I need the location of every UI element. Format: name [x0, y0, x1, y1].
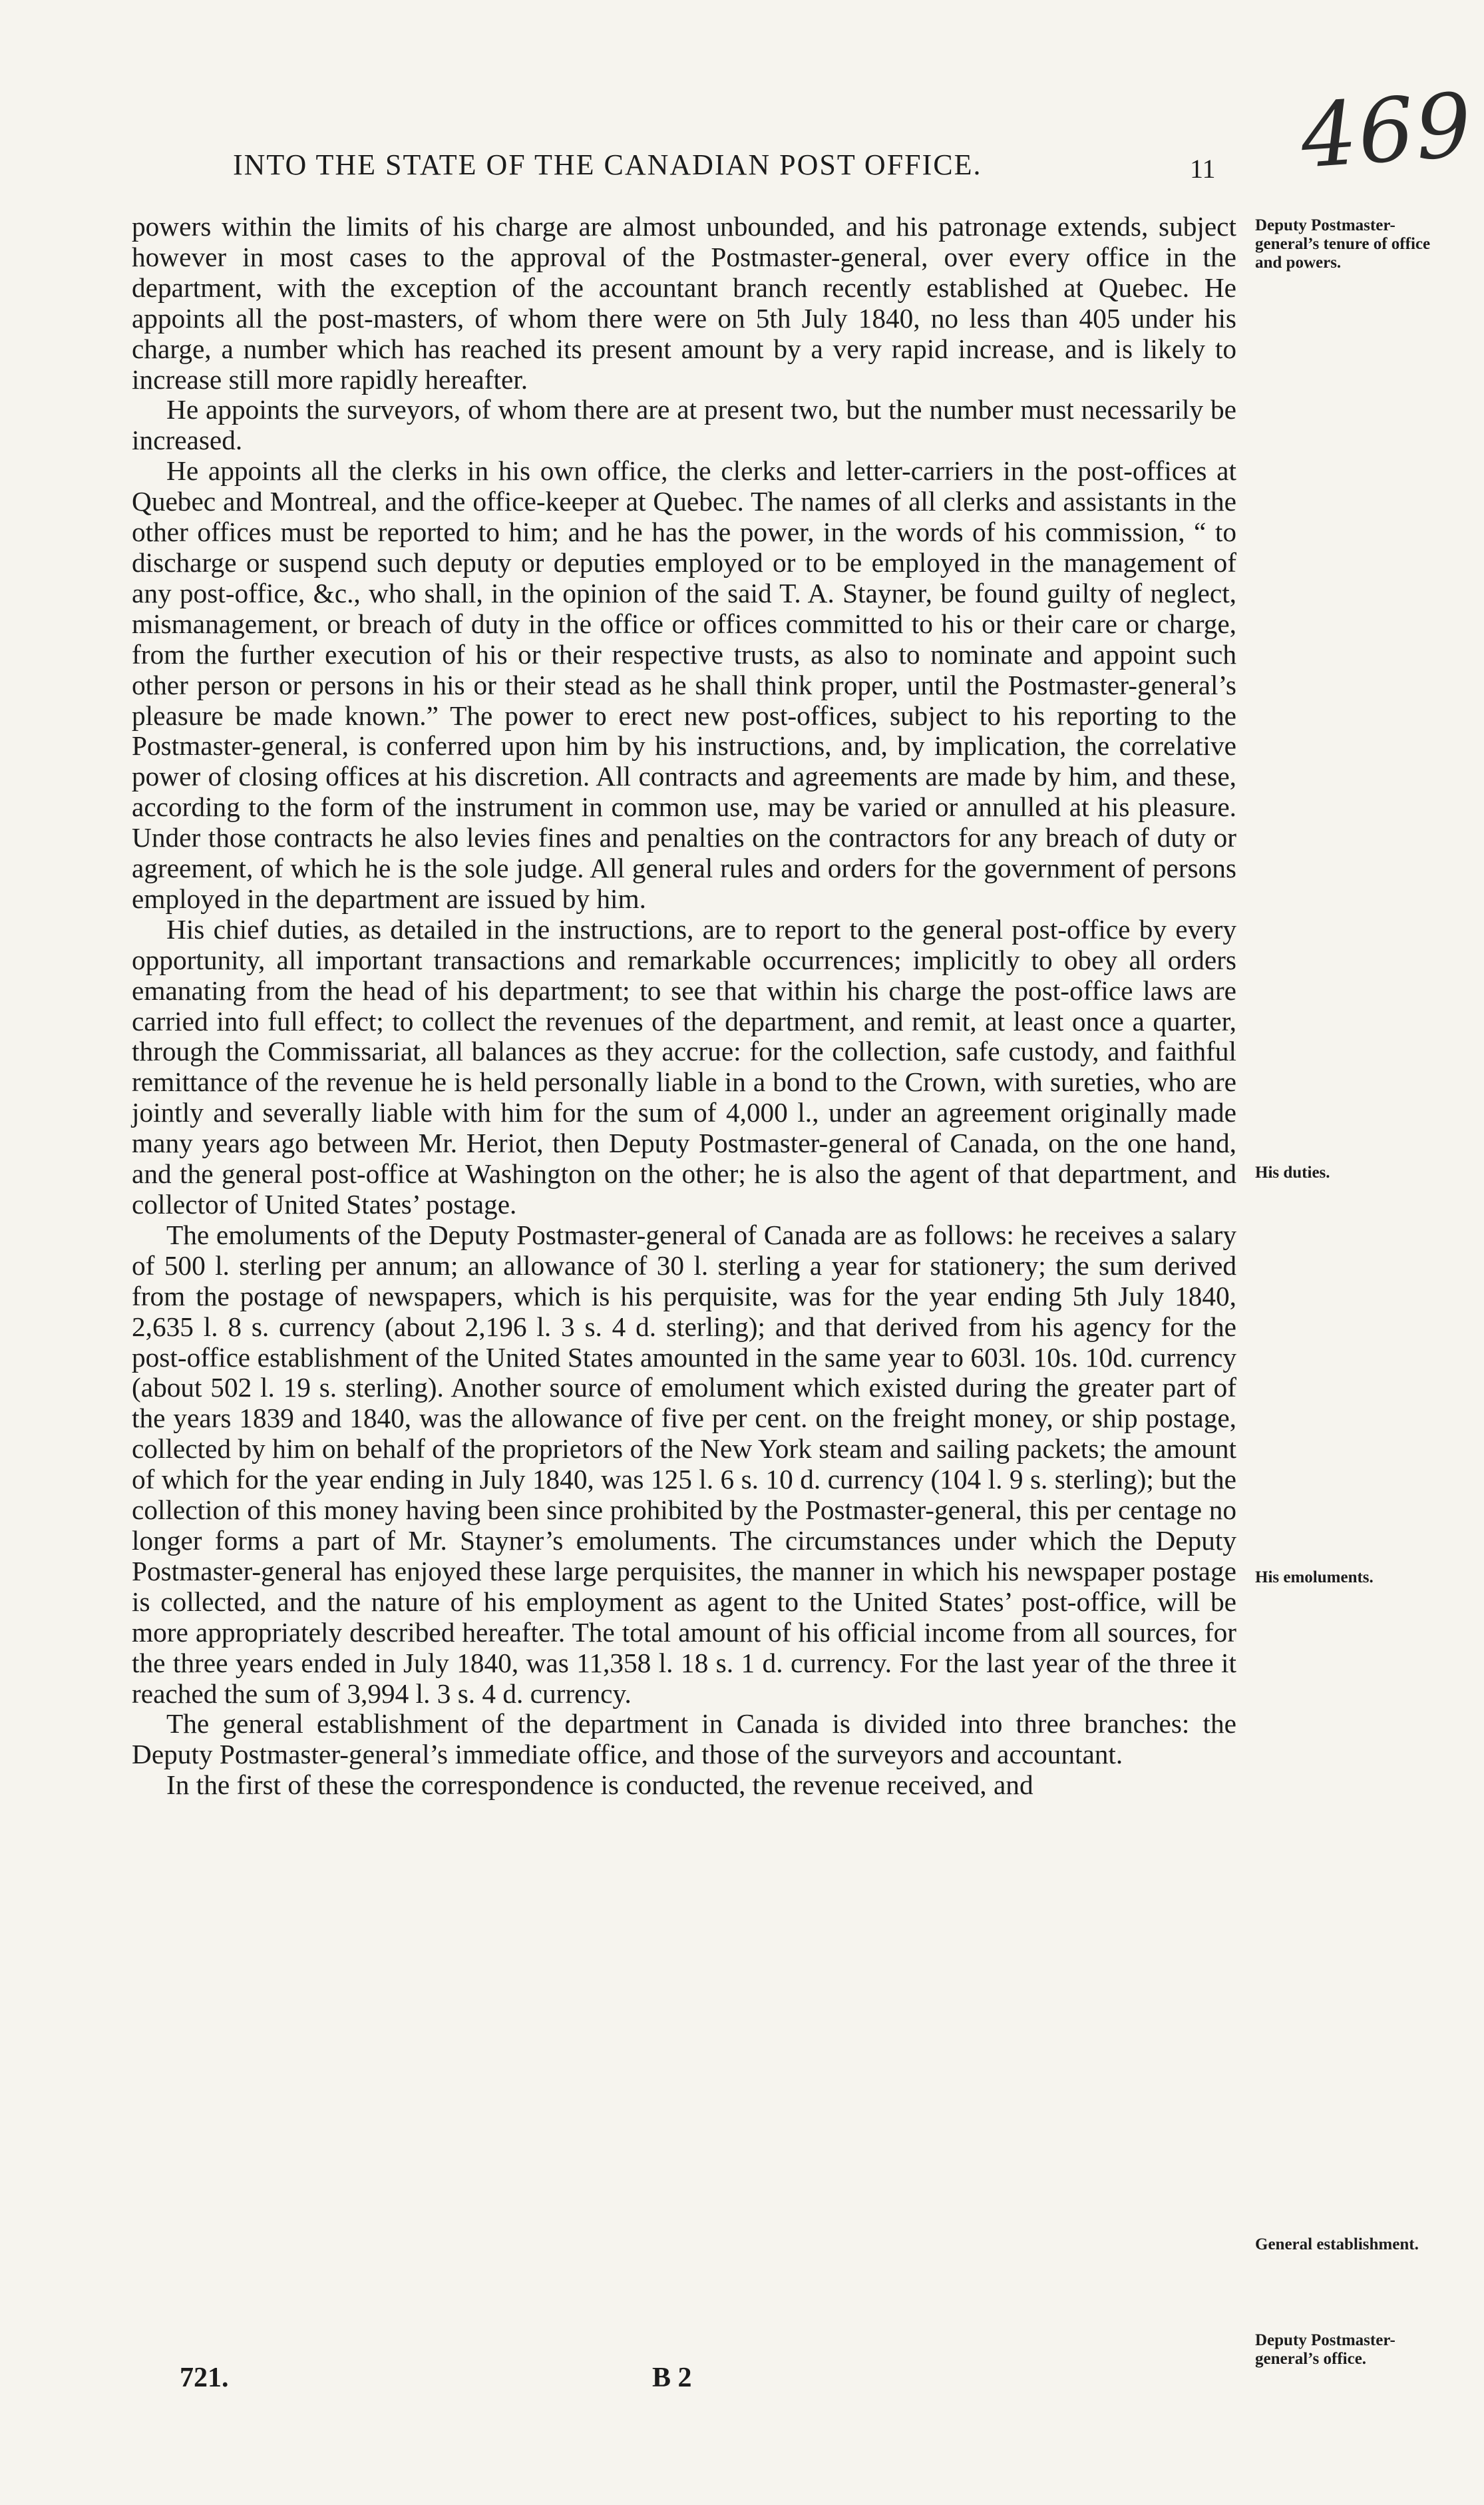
- paragraph-surveyors: He appoints the surveyors, of whom there are at present two, but the number must necessarily be increased.: [132, 394, 1236, 456]
- paragraph-establishment: The general establishment of the department in Canada is divided into three branches: the Deputy Postmaster-general’s immediate office, and those of the surveyors and accountant.: [132, 1708, 1236, 1770]
- paragraph-first-branch: In the first of these the correspondence is conducted, the revenue received, and: [166, 1769, 1033, 1801]
- margin-note-emoluments: His emoluments.: [1255, 1568, 1374, 1586]
- handwritten-folio-number: 469: [1297, 74, 1477, 188]
- paragraph-powers: powers within the limits of his charge are almost unbounded, and his patronage extends, subject however in most cases to the approval of the Postmaster-general, over every office in the department, with the exception of the accountant branch recently established at Quebec. He appoints all the post-masters, of whom there were on 5th July 1840, no less than 405 under his charge, a number which has reached its present amount by a very rapid increase, and is likely to increase still more rapidly hereafter.: [132, 211, 1236, 395]
- footer-signature: B 2: [652, 2363, 692, 2393]
- body-text: [132, 212, 1236, 1801]
- footer-number: 721.: [180, 2363, 229, 2393]
- paragraph-duties: His chief duties, as detailed in the instructions, are to report to the general post-office by every opportunity, all important transactions and remarkable occurrences; implicitly to obey all orders emanating from the head of his department; to see that within his charge the post-office laws are carried into full effect; to collect the revenues of the department, and remit, at least once a quarter, through the Commissariat, all balances as they accrue: for the collection, safe custody, and faithful remittance of the revenue he is held personally liable in a bond to the Crown, with sureties, who are jointly and severally liable with him for the sum of 4,000 l., under an agreement originally made many years ago between Mr. Heriot, then Deputy Postmaster-general of Canada, on the one hand, and the general post-office at Washington on the other; he is also the agent of that department, and collector of United States’ postage.: [132, 913, 1236, 1220]
- running-header: INTO THE STATE OF THE CANADIAN POST OFFICE.: [233, 148, 982, 181]
- margin-note-tenure: Deputy Postmaster-general’s tenure of office and powers.: [1255, 216, 1431, 272]
- margin-note-establishment: General establishment.: [1255, 2235, 1419, 2253]
- margin-note-duties: His duties.: [1255, 1164, 1330, 1182]
- page-number: 11: [1190, 154, 1216, 184]
- margin-note-deputy-office: Deputy Postmaster-general’s office.: [1255, 2331, 1395, 2368]
- paragraph-emoluments: The emoluments of the Deputy Postmaster-general of Canada are as follows: he receives a salary of 500 l. sterling per annum; an allowance of 30 l. sterling a year for stationery; the sum derived from the postage of newspapers, which is his perquisite, was for the year ending 5th July 1840, 2,635 l. 8 s. currency (about 2,196 l. 3 s. 4 d. sterling); and that derived from his agency for the post-office establishment of the United States amounted in the same year to 603l. 10s. 10d. currency (about 502 l. 19 s. sterling). Another source of emolument which existed during the greater part of the years 1839 and 1840, was the allowance of five per cent. on the freight money, or ship postage, collected by him on behalf of the proprietors of the New York steam and sailing packets; the amount of which for the year ending in July 1840, was 125 l. 6 s. 10 d. currency (104 l. 9 s. sterling); but the collection of this money having been since prohibited by the Postmaster-general, this per centage no longer forms a part of Mr. Stayner’s emoluments. The circumstances under which the Deputy Postmaster-general has enjoyed these large perquisites, the manner in which his newspaper postage is collected, and the nature of his employment as agent to the United States’ post-office, will be more appropriately described hereafter. The total amount of his official income from all sources, for the three years ended in July 1840, was 11,358 l. 18 s. 1 d. currency. For the last year of the three it reached the sum of 3,994 l. 3 s. 4 d. currency.: [132, 1219, 1236, 1709]
- paragraph-clerks: He appoints all the clerks in his own office, the clerks and letter-carriers in the post-offices at Quebec and Montreal, and the office-keeper at Quebec. The names of all clerks and assistants in the other offices must be reported to him; and he has the power, in the words of his commission, “ to discharge or suspend such deputy or deputies employed or to be employed in the management of any post-office, &c., who shall, in the opinion of the said T. A. Stayner, be found guilty of neglect, mismanagement, or breach of duty in the office or offices committed to his or their care or charge, from the further execution of his or their respective trusts, as also to nominate and appoint such other person or persons in his or their stead as he shall think proper, until the Postmaster-general’s pleasure be made known.” The power to erect new post-offices, subject to his reporting to the Postmaster-general, is conferred upon him by his instructions, and, by implication, the correlative power of closing offices at his discretion. All contracts and agreements are made by him, and these, according to the form of the instrument in common use, may be varied or annulled at his pleasure. Under those contracts he also levies fines and penalties on the contractors for any breach of duty or agreement, of which he is the sole judge. All general rules and orders for the government of persons employed in the department are issued by him.: [132, 455, 1236, 914]
